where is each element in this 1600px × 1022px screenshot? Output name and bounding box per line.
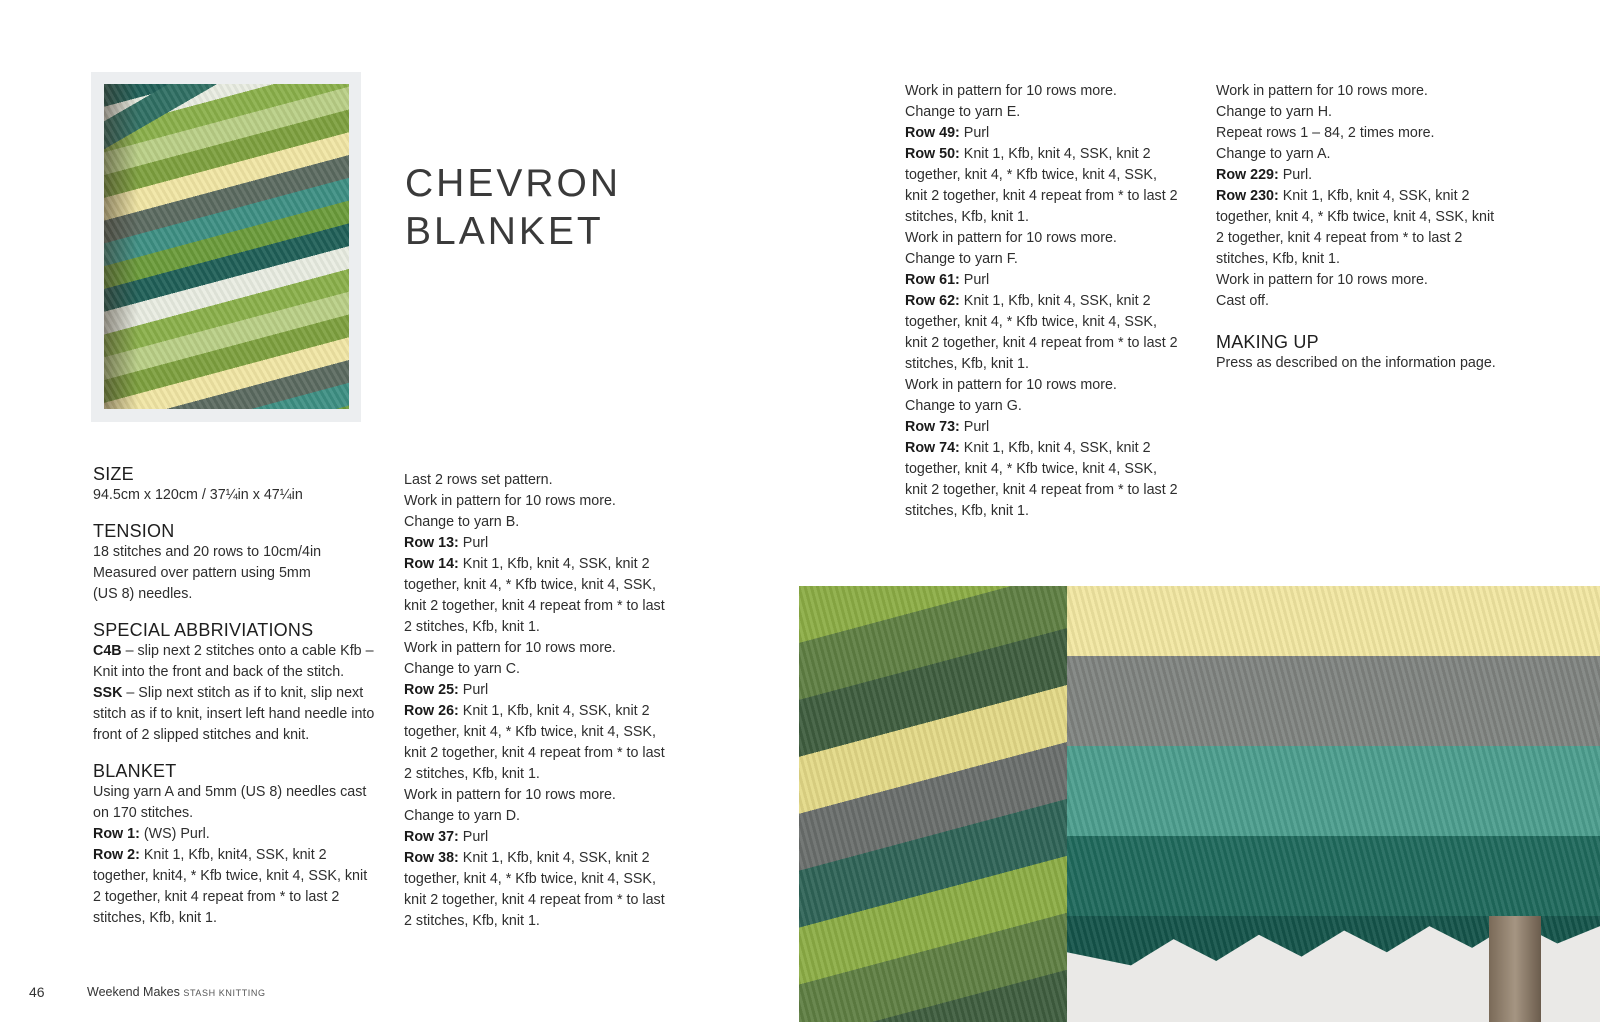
row-label: Row 2: bbox=[93, 847, 140, 863]
instruction: Change to yarn B. bbox=[404, 514, 520, 530]
row-text: Knit 1, Kfb, knit 4, SSK, knit 2 together, knit 4, * Kfb twice, knit 4, SSK, knit 2 together, knit 4 repeat from * to last 2 stitches, Kfb, knit 1. bbox=[905, 440, 1178, 519]
row-61 bbox=[905, 270, 1180, 291]
row-37 bbox=[404, 827, 676, 848]
row-label: Row 229: bbox=[1216, 167, 1279, 183]
row-230 bbox=[1216, 186, 1501, 270]
row-38 bbox=[404, 848, 676, 932]
row-text: (WS) Purl. bbox=[139, 826, 210, 842]
row-label: Row 1: bbox=[93, 826, 140, 842]
row-label: Row 74: bbox=[905, 440, 960, 456]
abbrev-c4b bbox=[93, 641, 378, 683]
instruction: Change to yarn C. bbox=[404, 661, 521, 677]
row-text: Purl bbox=[959, 125, 990, 141]
row-49 bbox=[905, 123, 1180, 144]
making-up-heading: MAKING UP bbox=[1216, 332, 1319, 352]
blanket-photo-small bbox=[104, 84, 349, 409]
instruction: Change to yarn A. bbox=[1216, 146, 1331, 162]
row-label: Row 50: bbox=[905, 146, 960, 162]
instruction: Last 2 rows set pattern. bbox=[404, 472, 553, 488]
instruction: Repeat rows 1 – 84, 2 times more. bbox=[1216, 125, 1435, 141]
size-heading: SIZE bbox=[93, 464, 134, 484]
instruction: Work in pattern for 10 rows more. bbox=[404, 640, 616, 656]
column-middle bbox=[404, 470, 676, 932]
instruction: Cast off. bbox=[1216, 293, 1269, 309]
row-74 bbox=[905, 438, 1180, 522]
row-text: Knit 1, Kfb, knit 4, SSK, knit 2 together, knit 4, * Kfb twice, knit 4, SSK, knit 2 together, knit 4 repeat from * to last 2 stitches, Kfb, knit 1. bbox=[905, 293, 1178, 372]
row-text: Purl bbox=[458, 535, 489, 551]
row-73 bbox=[905, 417, 1180, 438]
abbrev-ssk-term: SSK bbox=[93, 685, 123, 701]
row-label: Row 26: bbox=[404, 703, 459, 719]
column-right-2 bbox=[1216, 81, 1501, 374]
row-label: Row 62: bbox=[905, 293, 960, 309]
row-13 bbox=[404, 533, 676, 554]
column-right-1 bbox=[905, 81, 1180, 522]
row-14 bbox=[404, 554, 676, 638]
row-text: Purl bbox=[959, 419, 990, 435]
row-text: Knit 1, Kfb, knit 4, SSK, knit 2 together, knit 4, * Kfb twice, knit 4, SSK, knit 2 together, knit 4 repeat from * to last 2 stitches, Kfb, knit 1. bbox=[404, 703, 665, 782]
row-text: Purl bbox=[458, 682, 489, 698]
instruction: Work in pattern for 10 rows more. bbox=[905, 377, 1117, 393]
instruction: Change to yarn D. bbox=[404, 808, 521, 824]
row-label: Row 49: bbox=[905, 125, 960, 141]
row-label: Row 25: bbox=[404, 682, 459, 698]
title-line-2: BLANKET bbox=[405, 210, 604, 253]
instruction: Work in pattern for 10 rows more. bbox=[905, 83, 1117, 99]
row-text: Knit 1, Kfb, knit 4, SSK, knit 2 together, knit 4, * Kfb twice, knit 4, SSK, knit 2 together, knit 4 repeat from * to last 2 stitches, Kfb, knit 1. bbox=[905, 146, 1178, 225]
row-text: Knit 1, Kfb, knit 4, SSK, knit 2 together, knit 4, * Kfb twice, knit 4, SSK, knit 2 together, knit 4 repeat from * to last 2 stitches, Kfb, knit 1. bbox=[404, 850, 665, 929]
running-footer bbox=[87, 985, 266, 999]
instruction: Change to yarn H. bbox=[1216, 104, 1333, 120]
row-label: Row 37: bbox=[404, 829, 459, 845]
making-up-text: Press as described on the information page. bbox=[1216, 355, 1496, 371]
blanket-photo-left-fold bbox=[799, 586, 1067, 1022]
row-229 bbox=[1216, 165, 1501, 186]
row-label: Row 73: bbox=[905, 419, 960, 435]
instruction: Work in pattern for 10 rows more. bbox=[1216, 272, 1428, 288]
wooden-ladder-post bbox=[1489, 916, 1541, 1022]
row-label: Row 38: bbox=[404, 850, 459, 866]
blanket-photo-frame bbox=[91, 72, 361, 422]
row-label: Row 14: bbox=[404, 556, 459, 572]
book-title: Weekend Makes bbox=[87, 985, 180, 999]
row-text: Knit 1, Kfb, knit 4, SSK, knit 2 together, knit 4, * Kfb twice, knit 4, SSK, knit 2 together, knit 4 repeat from * to last 2 stitches, Kfb, knit 1. bbox=[1216, 188, 1495, 267]
instruction: Work in pattern for 10 rows more. bbox=[905, 230, 1117, 246]
row-label: Row 230: bbox=[1216, 188, 1279, 204]
row-text: Knit 1, Kfb, knit 4, SSK, knit 2 together, knit 4, * Kfb twice, knit 4, SSK, knit 2 together, knit 4 repeat from * to last 2 stitches, Kfb, knit 1. bbox=[404, 556, 665, 635]
tension-line: (US 8) needles. bbox=[93, 586, 193, 602]
page-title bbox=[405, 160, 621, 256]
row-text: Purl bbox=[458, 829, 489, 845]
column-left bbox=[93, 463, 378, 929]
row-label: Row 61: bbox=[905, 272, 960, 288]
row-26 bbox=[404, 701, 676, 785]
row-text: Purl bbox=[959, 272, 990, 288]
row-text: Purl. bbox=[1278, 167, 1313, 183]
row-50 bbox=[905, 144, 1180, 228]
abbreviations-heading: SPECIAL ABBRIVIATIONS bbox=[93, 620, 314, 640]
tension-line: 18 stitches and 20 rows to 10cm/4in bbox=[93, 544, 322, 560]
title-line-1: CHEVRON bbox=[405, 162, 622, 205]
page-number: 46 bbox=[29, 984, 45, 1000]
tension-line: Measured over pattern using 5mm bbox=[93, 565, 311, 581]
instruction: Work in pattern for 10 rows more. bbox=[1216, 83, 1428, 99]
series-name: STASH KNITTING bbox=[183, 988, 266, 998]
abbrev-ssk-def: – Slip next stitch as if to knit, slip next stitch as if to knit, insert left hand needle into front of 2 slipped stitches and knit. bbox=[93, 685, 375, 743]
blanket-intro: Using yarn A and 5mm (US 8) needles cast on 170 stitches. bbox=[93, 784, 367, 821]
instruction: Change to yarn G. bbox=[905, 398, 1022, 414]
row-label: Row 13: bbox=[404, 535, 459, 551]
abbrev-c4b-def: – slip next 2 stitches onto a cable Kfb – Knit into the front and back of the stitch. bbox=[93, 643, 374, 680]
abbrev-c4b-term: C4B bbox=[93, 643, 122, 659]
instruction: Change to yarn F. bbox=[905, 251, 1018, 267]
row-text: Knit 1, Kfb, knit4, SSK, knit 2 together, knit4, * Kfb twice, knit 4, SSK, knit 2 together, knit 4 repeat from * to last 2 stitches, Kfb, knit 1. bbox=[93, 847, 368, 926]
row-2 bbox=[93, 845, 378, 929]
instruction: Work in pattern for 10 rows more. bbox=[404, 787, 616, 803]
blanket-heading: BLANKET bbox=[93, 761, 177, 781]
row-62 bbox=[905, 291, 1180, 375]
blanket-photo-large bbox=[799, 586, 1600, 1022]
row-1 bbox=[93, 824, 378, 845]
instruction: Work in pattern for 10 rows more. bbox=[404, 493, 616, 509]
tension-heading: TENSION bbox=[93, 521, 175, 541]
abbrev-ssk bbox=[93, 683, 378, 746]
size-text: 94.5cm x 120cm / 37¼in x 47¼in bbox=[93, 487, 303, 503]
row-25 bbox=[404, 680, 676, 701]
instruction: Change to yarn E. bbox=[905, 104, 1021, 120]
